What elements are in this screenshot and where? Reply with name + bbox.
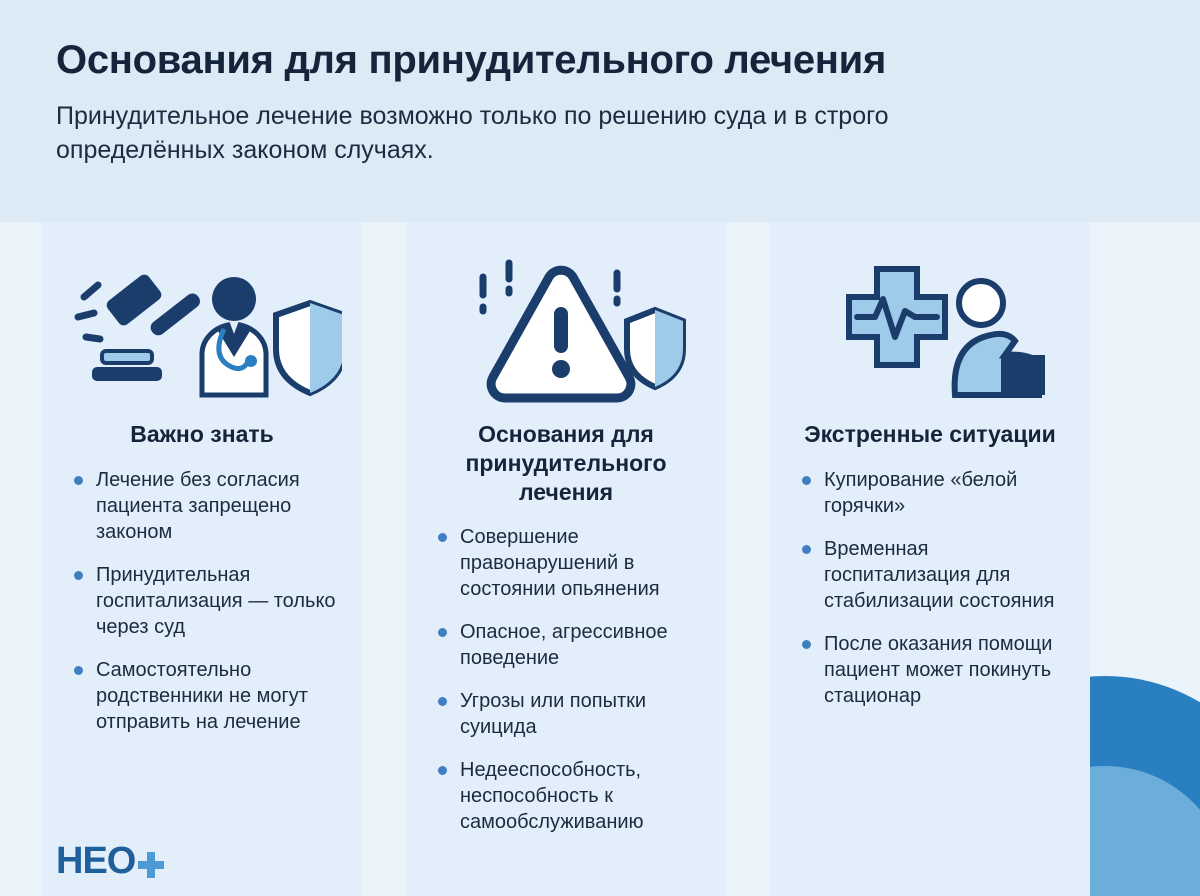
bullet-list bbox=[68, 467, 336, 752]
columns-container bbox=[0, 222, 1200, 896]
list-item: Опасное, агрессивное поведение bbox=[436, 619, 700, 671]
plus-icon bbox=[138, 852, 164, 878]
medical-cross-pulse-patient-icon bbox=[805, 250, 1055, 420]
brand-logo bbox=[56, 839, 164, 882]
card-title: Экстренные ситуации bbox=[804, 421, 1056, 447]
list-item: Лечение без согласия пациента запрещено законом bbox=[72, 467, 336, 545]
list-item: Совершение правонарушений в состоянии опьянения bbox=[436, 524, 700, 602]
card-title: Важно знать bbox=[130, 421, 274, 447]
list-item: После оказания помощи пациент может покинуть стационар bbox=[800, 631, 1064, 709]
card-important-to-know bbox=[42, 222, 362, 896]
list-item: Купирование «белой горячки» bbox=[800, 467, 1064, 519]
page-subtitle: Принудительное лечение возможно только по решению суда и в строго определённых законом случаях. bbox=[56, 102, 889, 164]
card-grounds-for-treatment bbox=[406, 222, 726, 896]
page-title: Основания для принудительного лечения bbox=[56, 38, 886, 82]
bullet-list bbox=[432, 524, 700, 852]
list-item: Временная госпитализация для стабилизации состояния bbox=[800, 536, 1064, 614]
list-item: Недееспособность, неспособность к самообслуживанию bbox=[436, 757, 700, 835]
gavel-doctor-shield-icon bbox=[62, 250, 342, 420]
card-title: Основания для принудительного лечения bbox=[465, 421, 667, 505]
bullet-list bbox=[796, 467, 1064, 726]
list-item: Принудительная госпитализация — только через суд bbox=[72, 562, 336, 640]
list-item: Самостоятельно родственники не могут отправить на лечение bbox=[72, 657, 336, 735]
header bbox=[0, 0, 1200, 222]
card-emergency-situations bbox=[770, 222, 1090, 896]
list-item: Угрозы или попытки суицида bbox=[436, 688, 700, 740]
warning-triangle-shield-icon bbox=[441, 250, 691, 420]
logo-text: НЕО bbox=[56, 839, 136, 882]
